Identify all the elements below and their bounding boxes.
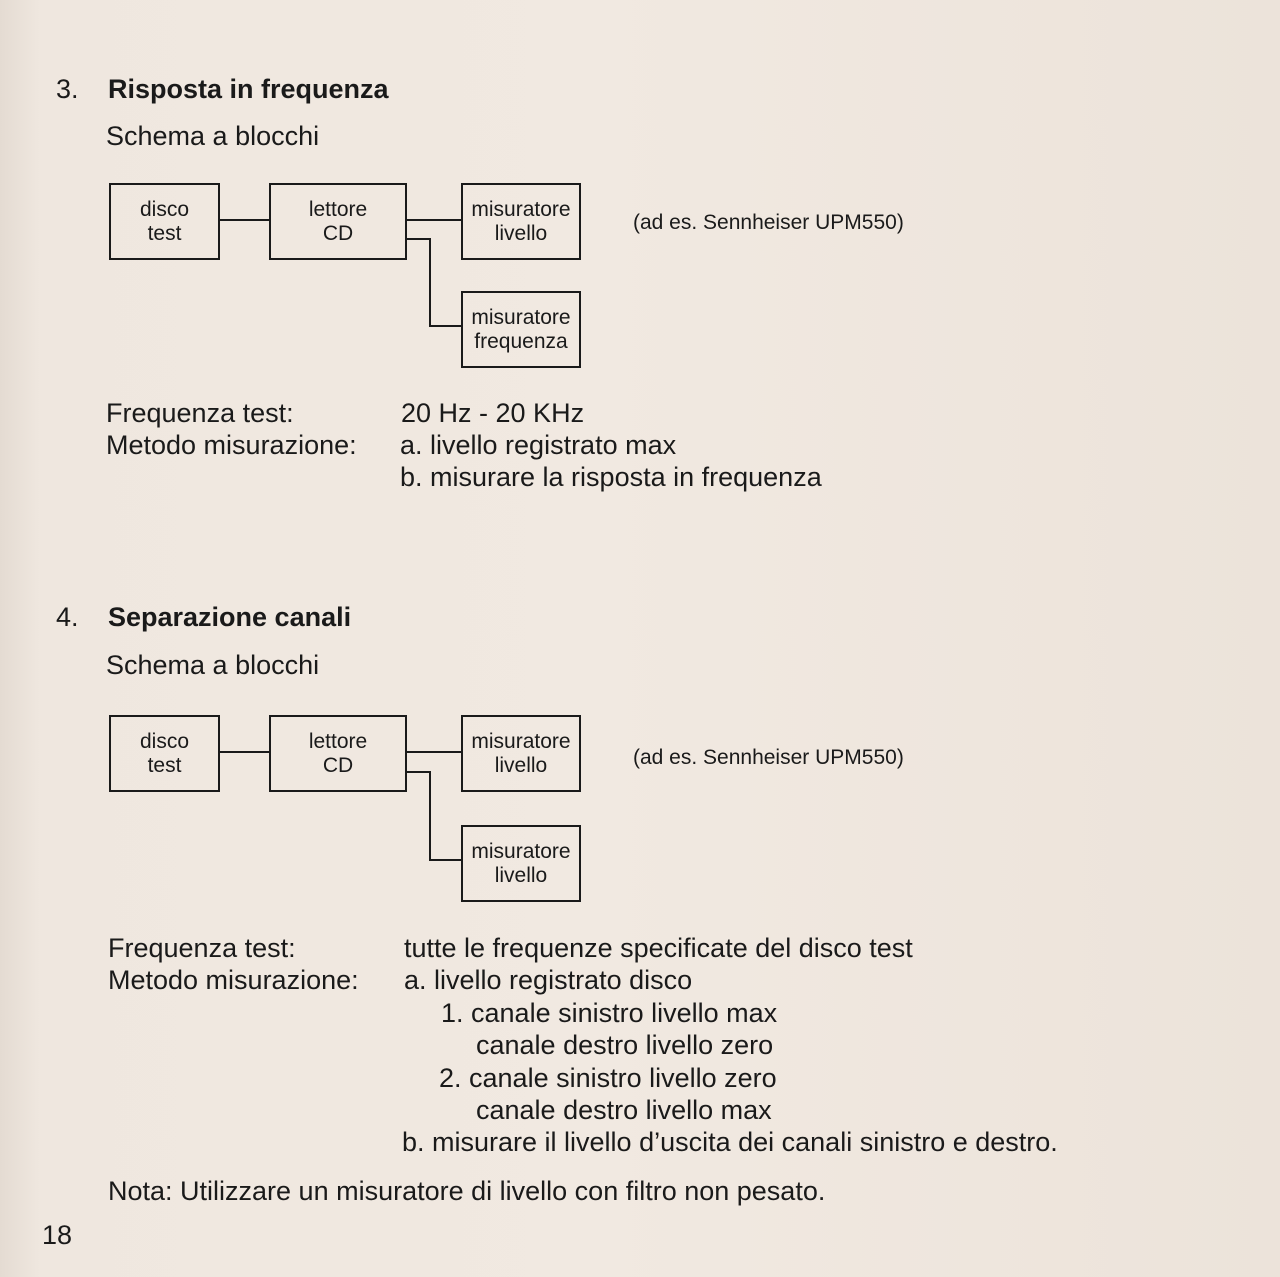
step-2-left: 2. canale sinistro livello zero xyxy=(439,1063,777,1093)
box-misuratore-livello-2: misuratore livello xyxy=(461,825,581,902)
connector-line xyxy=(407,238,431,240)
section-4-number: 4. xyxy=(56,602,79,632)
freq-value: 20 Hz - 20 KHz xyxy=(401,398,585,428)
connector-line xyxy=(429,238,431,327)
example-note: (ad es. Sennheiser UPM550) xyxy=(633,211,904,234)
connector-line xyxy=(407,751,461,753)
page-number: 18 xyxy=(42,1220,73,1250)
connector-line xyxy=(429,859,461,861)
step-1-right: canale destro livello zero xyxy=(476,1030,774,1060)
freq-label: Frequenza test: xyxy=(108,933,296,963)
box-disco-test: disco test xyxy=(109,715,220,792)
nota-text: Nota: Utilizzare un misuratore di livello con filtro non pesato. xyxy=(108,1176,826,1206)
freq-value: tutte le frequenze specificate del disco test xyxy=(404,933,913,963)
connector-line xyxy=(407,771,431,773)
method-label: Metodo misurazione: xyxy=(106,430,357,460)
method-b: b. misurare la risposta in frequenza xyxy=(400,462,822,492)
connector-line xyxy=(429,771,431,861)
step-2-right: canale destro livello max xyxy=(476,1095,772,1125)
box-misuratore-frequenza: misuratore frequenza xyxy=(461,291,581,368)
connector-line xyxy=(429,325,461,327)
section-3-subtitle: Schema a blocchi xyxy=(106,121,320,151)
connector-line xyxy=(407,219,461,221)
connector-line xyxy=(220,751,269,753)
method-a: a. livello registrato disco xyxy=(404,965,693,995)
section-3-number: 3. xyxy=(56,74,79,104)
freq-label: Frequenza test: xyxy=(106,398,294,428)
box-lettore-cd: lettore CD xyxy=(269,183,407,260)
box-misuratore-livello-1: misuratore livello xyxy=(461,715,581,792)
box-lettore-cd: lettore CD xyxy=(269,715,407,792)
connector-line xyxy=(220,219,269,221)
method-b: b. misurare il livello d’uscita dei canali sinistro e destro. xyxy=(402,1127,1058,1157)
section-4-title: Separazione canali xyxy=(108,602,352,632)
section-4-subtitle: Schema a blocchi xyxy=(106,650,320,680)
method-label: Metodo misurazione: xyxy=(108,965,359,995)
example-note: (ad es. Sennheiser UPM550) xyxy=(633,746,904,769)
box-disco-test: disco test xyxy=(109,183,220,260)
section-3-title: Risposta in frequenza xyxy=(108,74,389,104)
box-misuratore-livello: misuratore livello xyxy=(461,183,581,260)
step-1-left: 1. canale sinistro livello max xyxy=(441,998,778,1028)
method-a: a. livello registrato max xyxy=(400,430,677,460)
